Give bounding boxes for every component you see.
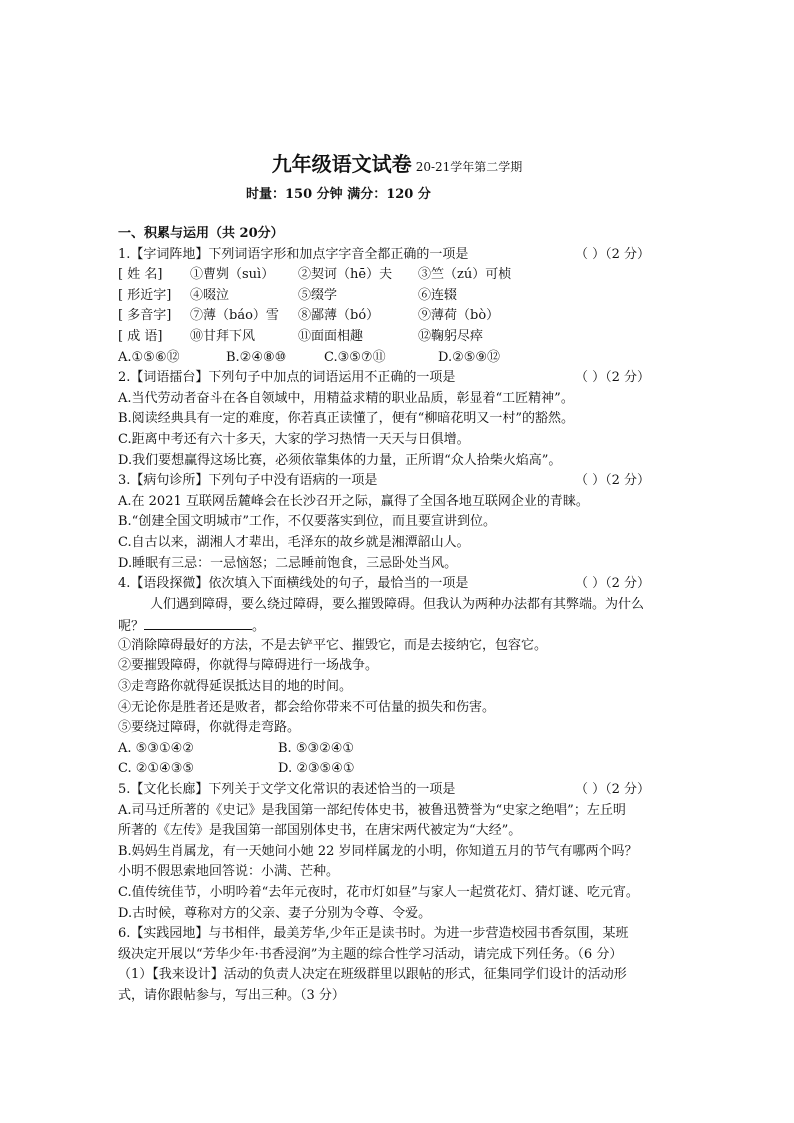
word-item: ⑧鄙薄（bó） [298, 308, 380, 324]
q1-options [118, 348, 678, 369]
question-text: 5.【文化长廊】下列关于文学文化常识的表述恰当的一项是 [118, 782, 456, 798]
question-2-stem [118, 368, 678, 389]
option-line: D.古时候，尊称对方的父亲、妻子分别为令尊、令爱。 [118, 905, 432, 921]
option-line: A.司马迁所著的《史记》是我国第一部纪传体史书，被鲁迅赞誉为“史家之绝唱”；左丘明 [118, 802, 626, 818]
word-item: ⑤缀学 [298, 287, 338, 303]
passage-text: 呢？ [118, 619, 145, 635]
question-5-stem [118, 780, 678, 801]
passage-line: 人们遇到障碍，要么绕过障碍，要么摧毁障碍。但我认为两种办法都有其弊端。为什么 [150, 596, 645, 612]
word-item: ③竺（zú）可桢 [418, 267, 512, 283]
sentence-item: ③走弯路你就得延误抵达目的地的时间。 [118, 679, 353, 695]
option-line: C.值传统佳节，小明吟着“去年元夜时，花市灯如昼”与家人一起赏花灯、猜灯谜、吃元宵。 [118, 885, 639, 900]
sentence-item: ②要摧毁障碍，你就得与障碍进行一场战争。 [118, 658, 379, 674]
question-text: 4.【语段探微】依次填入下面横线处的句子，最恰当的一项是 [118, 576, 469, 592]
exam-title-row [0, 148, 794, 177]
option-a: A.①⑤⑥⑫ [118, 349, 180, 365]
option-line: A.在 2021 互联网岳麓峰会在长沙召开之际，赢得了全国各地互联网企业的青睐。 [118, 493, 589, 509]
word-item: ④啜泣 [190, 287, 230, 303]
section-heading: 一、积累与运用（共 20分） [118, 226, 284, 241]
option-b: B. ⑤③②④① [278, 740, 355, 756]
answer-score-slot: （ ）（2 分） [575, 782, 651, 798]
question-6-line: （1）【我来设计】活动的负责人决定在班级群里以跟帖的形式，征集同学们设计的活动形 [118, 967, 627, 983]
q4-options-row [118, 739, 678, 760]
sentence-item: ①消除障碍最好的方法，不是去铲平它、摧毁它，而是去接纳它，包容它。 [118, 637, 548, 653]
answer-score-slot: （ ）（2 分） [575, 370, 651, 386]
answer-score-slot: （ ）（2 分） [575, 473, 651, 489]
question-6-line: 6.【实践园地】与书相伴，最美芳华,少年正是读书时。为进一步营造校园书香氛围，某班 [118, 926, 629, 942]
word-item: ⑥连辍 [418, 287, 458, 303]
time-score-info: 时量：150 分钟 满分：120 分 [246, 187, 431, 202]
option-line: B.阅读经典具有一定的难度，你若真正读懂了，便有“柳暗花明又一村”的豁然。 [118, 411, 574, 427]
q1-row [118, 327, 678, 348]
fill-blank[interactable] [144, 615, 252, 630]
row-category: [ 姓 名] [118, 267, 163, 283]
q1-row [118, 306, 678, 327]
option-line: 所著的《左传》是我国第一部国别体史书，在唐宋两代被定为“大经”。 [118, 823, 522, 839]
question-text: 3.【病句诊所】下列句子中没有语病的一项是 [118, 473, 378, 489]
school-year: 20-21学年第二学期 [415, 160, 523, 174]
option-c: C.③⑤⑦⑪ [324, 349, 386, 365]
answer-score-slot: （ ）（2 分） [575, 576, 651, 592]
option-d: D.②⑤⑨⑫ [438, 349, 501, 365]
exam-title: 九年级语文试卷 [271, 152, 412, 176]
word-item: ⑦薄（báo）雪 [190, 308, 279, 324]
word-item: ②契诃（hē）夫 [298, 267, 393, 283]
question-text: 1.【字词阵地】下列词语字形和加点字字音全都正确的一项是 [118, 246, 469, 262]
option-line: C.距离中考还有六十多天，大家的学习热情一天天与日俱增。 [118, 431, 470, 447]
option-line: B.妈妈生肖属龙，有一天她问小她 22 岁同样属龙的小明，你知道五月的节气有哪两个吗？ [118, 843, 638, 859]
question-3-stem [118, 471, 678, 492]
word-item: ①曹刿（suì） [190, 267, 275, 283]
q1-row [118, 286, 678, 307]
sentence-item: ⑤要绕过障碍，你就得走弯路。 [118, 720, 301, 736]
option-line: A.当代劳动者奋斗在各自领域中，用精益求精的职业品质，彰显着“工匠精神”。 [118, 390, 574, 406]
option-line: C.自古以来，湖湘人才辈出，毛泽东的故乡就是湘潭韶山人。 [118, 534, 470, 550]
question-6-line: 式，请你跟帖参与，写出三种。（3 分） [118, 987, 345, 1003]
q4-options-row [118, 759, 678, 780]
row-category: [ 形近字] [118, 287, 172, 303]
option-d: D. ②③⑤④① [278, 761, 355, 777]
option-line: D.我们要想赢得这场比赛，必须依靠集体的力量，正所谓“众人拾柴火焰高”。 [118, 452, 562, 468]
option-line: D.睡眠有三忌：一忌恼怒；二忌睡前饱食，三忌卧处当风。 [118, 555, 458, 571]
exam-content [118, 224, 678, 1007]
option-b: B.②④⑧⑩ [226, 349, 287, 365]
option-c: C. ②①④③⑤ [118, 761, 195, 777]
word-item: ⑨薄荷（bò） [418, 308, 500, 324]
question-6-line: 级决定开展以“芳华少年·书香浸润”为主题的综合性学习活动，请完成下列任务。（6 分） [118, 946, 623, 962]
passage-end: 。 [252, 619, 266, 635]
question-text: 2.【词语擂台】下列句子中加点的词语运用不正确的一项是 [118, 370, 456, 386]
word-item: ⑩甘拜下风 [190, 328, 256, 344]
word-item: ⑫鞠躬尽瘁 [418, 328, 484, 344]
word-item: ⑪面面相趣 [298, 328, 364, 344]
row-category: [ 成 语] [118, 328, 163, 344]
question-1-stem [118, 245, 678, 266]
option-line: 小明不假思索地回答说：小满、芒种。 [118, 864, 340, 880]
q1-row [118, 265, 678, 286]
option-a: A. ⑤③①④② [118, 740, 194, 756]
sentence-item: ④无论你是胜者还是败者，都会给你带来不可估量的损失和伤害。 [118, 699, 496, 715]
passage-line-blank [118, 615, 678, 636]
answer-score-slot: （ ）（2 分） [575, 246, 651, 262]
question-4-stem [118, 574, 678, 595]
option-line: B.“创建全国文明城市”工作，不仅要落实到位，而且要宣讲到位。 [118, 514, 496, 530]
row-category: [ 多音字] [118, 308, 172, 324]
